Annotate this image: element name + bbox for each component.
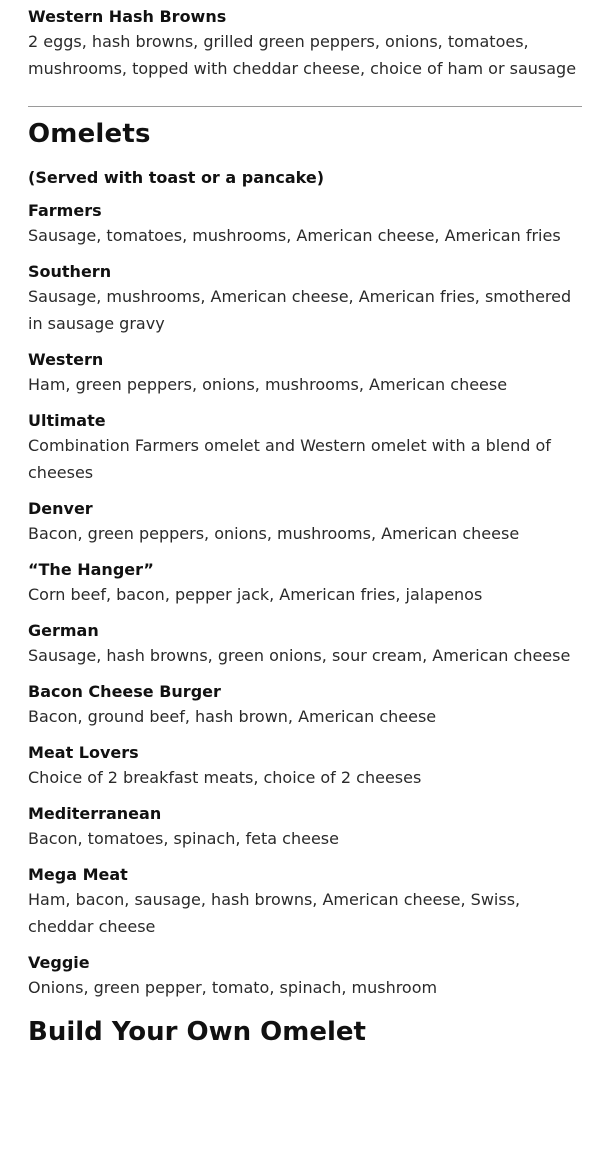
- menu-item-name: Mega Meat: [28, 865, 128, 884]
- menu-item-name: Denver: [28, 499, 93, 518]
- menu-item-name: German: [28, 621, 99, 640]
- menu-page: [28, 0, 582, 1049]
- menu-item-description: Bacon, ground beef, hash brown, American cheese: [28, 707, 437, 726]
- menu-item: [28, 410, 582, 486]
- menu-item: [28, 349, 582, 398]
- menu-item-description: Corn beef, bacon, pepper jack, American fries, jalapenos: [28, 585, 483, 604]
- menu-item-description: Bacon, green peppers, onions, mushrooms, American cheese: [28, 524, 520, 543]
- menu-item-name: Farmers: [28, 201, 102, 220]
- menu-item: [28, 498, 582, 547]
- menu-item-name: Meat Lovers: [28, 743, 139, 762]
- omelets-list: [28, 200, 582, 1001]
- omelets-section-note: (Served with toast or a pancake): [28, 168, 325, 187]
- menu-item: [28, 559, 582, 608]
- menu-item-name: Bacon Cheese Burger: [28, 682, 221, 701]
- menu-item: [28, 952, 582, 1001]
- menu-item-name: Veggie: [28, 953, 90, 972]
- menu-item-description: Choice of 2 breakfast meats, choice of 2 cheeses: [28, 768, 422, 787]
- menu-item: [28, 803, 582, 852]
- menu-item-description: Bacon, tomatoes, spinach, feta cheese: [28, 829, 339, 848]
- menu-item-description: Ham, green peppers, onions, mushrooms, American cheese: [28, 375, 508, 394]
- menu-item-description: Sausage, hash browns, green onions, sour cream, American cheese: [28, 646, 571, 665]
- menu-item-description: Combination Farmers omelet and Western omelet with a blend of cheeses: [28, 436, 551, 482]
- menu-item-name: “The Hanger”: [28, 560, 154, 579]
- section-divider: [28, 106, 582, 107]
- menu-item-description: Sausage, tomatoes, mushrooms, American cheese, American fries: [28, 226, 561, 245]
- menu-item-description: 2 eggs, hash browns, grilled green peppers, onions, tomatoes, mushrooms, topped with cheddar cheese, choice of ham or sausage: [28, 32, 577, 78]
- menu-item: [28, 200, 582, 249]
- menu-item-name: Ultimate: [28, 411, 106, 430]
- menu-item-western-hash-browns: [28, 0, 582, 82]
- build-your-own-omelet-title: Build Your Own Omelet: [28, 1017, 366, 1047]
- menu-item-name: Western: [28, 350, 104, 369]
- menu-item: [28, 620, 582, 669]
- menu-item-name: Mediterranean: [28, 804, 162, 823]
- menu-item-description: Sausage, mushrooms, American cheese, American fries, smothered in sausage gravy: [28, 287, 572, 333]
- menu-item-name: Western Hash Browns: [28, 7, 227, 26]
- menu-item: [28, 681, 582, 730]
- menu-item-description: Ham, bacon, sausage, hash browns, American cheese, Swiss, cheddar cheese: [28, 890, 521, 936]
- menu-item: [28, 742, 582, 791]
- menu-item: [28, 261, 582, 337]
- menu-item: [28, 864, 582, 940]
- omelets-section-title: Omelets: [28, 119, 151, 149]
- menu-item-description: Onions, green pepper, tomato, spinach, mushroom: [28, 978, 438, 997]
- menu-item-name: Southern: [28, 262, 112, 281]
